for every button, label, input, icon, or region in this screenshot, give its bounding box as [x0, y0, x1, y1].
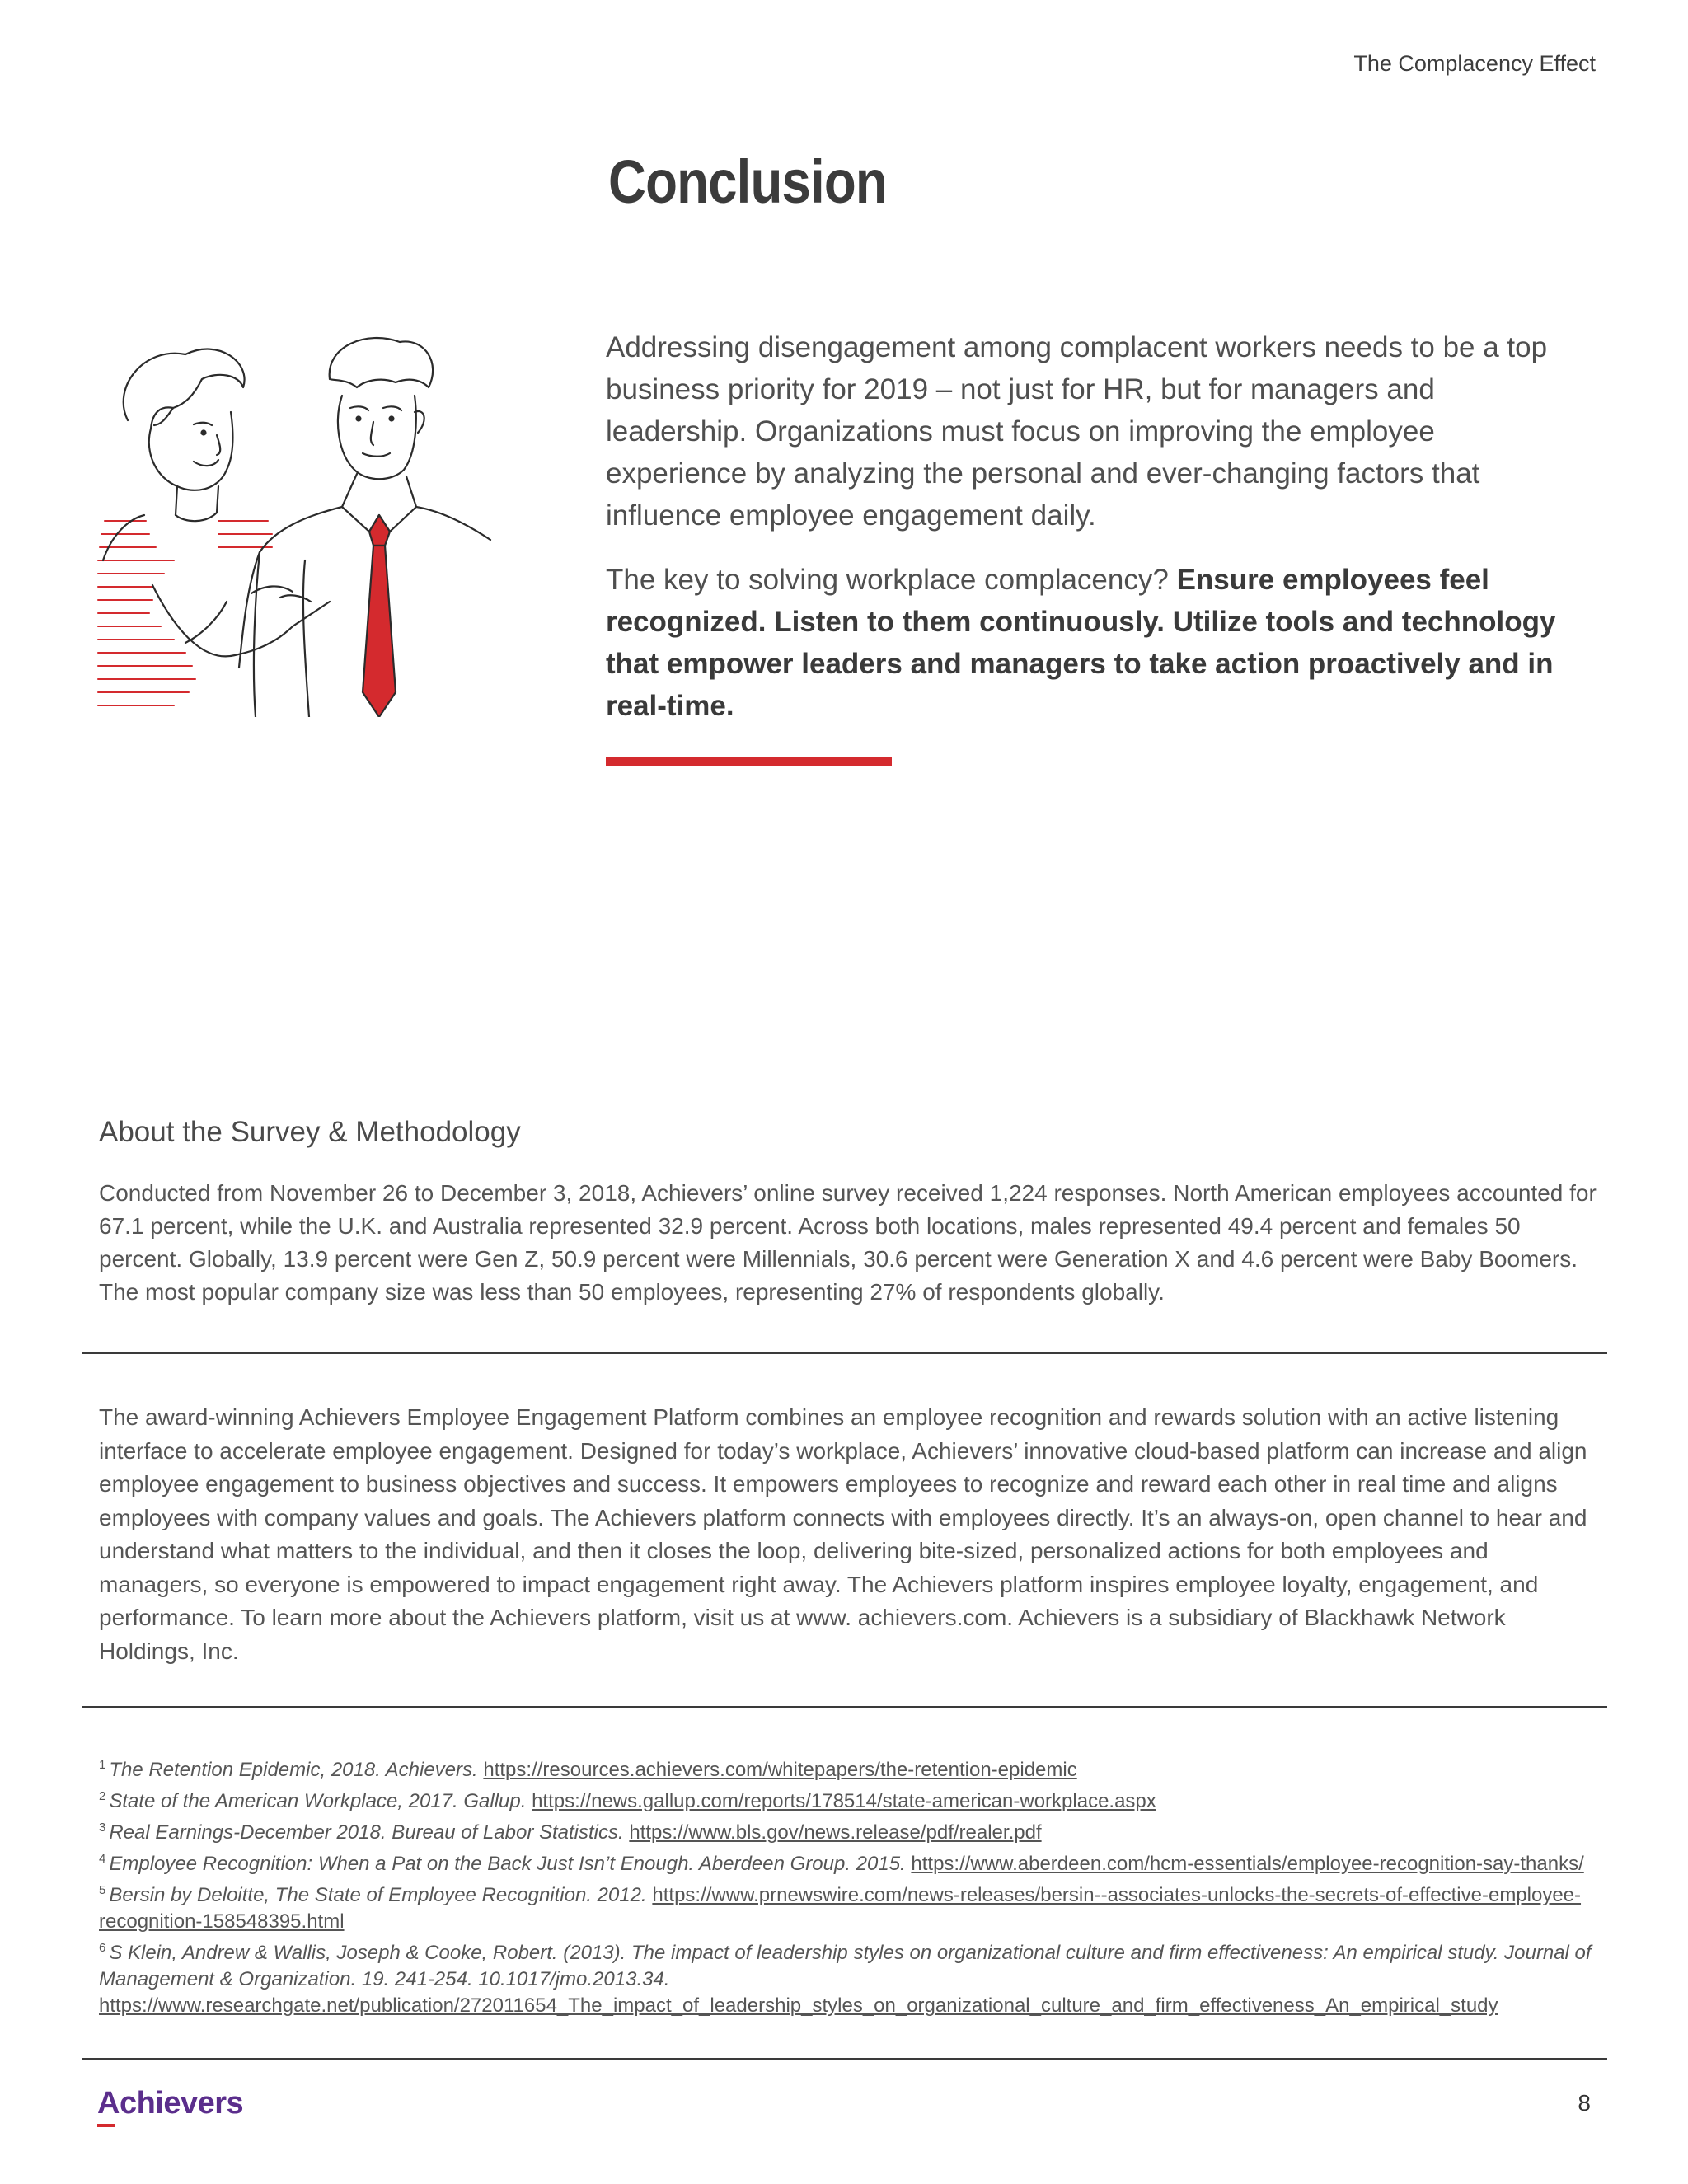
footnote-link[interactable]: https://www.prnewswire.com/news-releases/bersin--associates-unlocks-the-secrets-of-effective-employee-recognition-158548395.html: [99, 1884, 1582, 1933]
footnote-text: Real Earnings-December 2018. Bureau of Labor Statistics.: [109, 1821, 630, 1844]
red-tie: [363, 546, 396, 717]
footnote: [99, 1846, 1599, 1877]
conclusion-paragraph-1: Addressing disengagement among complacent workers needs to be a top business priority for 2019 – not just for HR, but for managers and leadership. Organizations must focus on improving the employee experience by analyzing the personal and ever-changing factors that influence employee engagement daily.: [606, 331, 1548, 532]
footnote-link[interactable]: https://www.bls.gov/news.release/pdf/realer.pdf: [629, 1821, 1042, 1844]
footnote-number: 3: [99, 1821, 106, 1835]
two-men-talking-illustration: [95, 330, 523, 717]
footnote-number: 6: [99, 1941, 106, 1955]
survey-body: Conducted from November 26 to December 3, 2018, Achievers’ online survey received 1,224 responses. North American employees accounted for 67.1 percent, while the U.K. and Australia represented 32.9 percent. Across both locations, males represented 49.4 percent and females 50 percent. Globally, 13.9 percent were Gen Z, 50.9 percent were Millennials, 30.6 percent were Generation X and 4.6 percent were Baby Boomers. The most popular company size was less than 50 employees, representing 27% of respondents globally.: [99, 1180, 1597, 1305]
tie-knot: [369, 515, 390, 546]
footnotes: [99, 1752, 1599, 2019]
footnote-text: State of the American Workplace, 2017. Gallup.: [109, 1790, 532, 1812]
footnote-text: The Retention Epidemic, 2018. Achievers.: [109, 1759, 484, 1781]
footnote-number: 5: [99, 1883, 106, 1897]
footnote: [99, 1815, 1599, 1846]
achievers-logo: Achievers: [97, 2086, 244, 2121]
survey-heading: About the Survey & Methodology: [99, 1116, 521, 1148]
footnote-text: S Klein, Andrew & Wallis, Joseph & Cooke, Robert. (2013). The impact of leadership styles on organizational culture and firm effectiveness: An empirical study. Journal of Management & Organization. 19. 241-254. 10.1017/jmo.2013.34.: [99, 1942, 1592, 1990]
footnote: [99, 1877, 1599, 1935]
footnote-link[interactable]: https://www.researchgate.net/publication/272011654_The_impact_of_leadership_styles_on_organizational_culture_and_firm_effectiveness_An_empirical_study: [99, 1994, 1498, 2017]
running-header: The Complacency Effect: [1353, 51, 1596, 76]
accent-divider: [606, 757, 892, 766]
paragraph-lead: The key to solving workplace complacency?: [606, 564, 1177, 596]
section-divider: [82, 1352, 1607, 1354]
page-number: 8: [1578, 2090, 1591, 2116]
paragraph-emphasis: Ensure employees feel recognized. Listen to them continuously. Utilize tools and technology that empower leaders and managers to take action proactively and in real-time.: [606, 564, 1556, 722]
footnote-link[interactable]: https://www.aberdeen.com/hcm-essentials/employee-recognition-say-thanks/: [911, 1853, 1584, 1875]
footnote: [99, 1752, 1599, 1783]
logo-accent: [97, 2124, 115, 2127]
footnote-number: 4: [99, 1852, 106, 1866]
conclusion-paragraph-2: [606, 559, 1578, 727]
conclusion-text: [606, 326, 1578, 749]
about-achievers-body: The award-winning Achievers Employee Engagement Platform combines an employee recognition and rewards solution with an active listening interface to accelerate employee engagement. Designed for today’s workplace, Achievers’ innovative cloud-based platform can increase and align employee engagement to business objectives and success. It empowers employees to recognize and reward each other in real time and aligns employees with company values and goals. The Achievers platform connects with employees directly. It’s an always-on, open channel to hear and understand what matters to the individual, and then it closes the loop, delivering bite-sized, personalized actions for both employees and managers, so everyone is empowered to impact engagement right away. The Achievers platform inspires employee loyalty, engagement, and performance. To learn more about the Achievers platform, visit us at www. achievers.com. Achievers is a subsidiary of Blackhawk Network Holdings, Inc.: [99, 1404, 1587, 1664]
footnote-link[interactable]: https://news.gallup.com/reports/178514/state-american-workplace.aspx: [532, 1790, 1156, 1812]
footnote: [99, 1935, 1599, 2019]
footnote-number: 1: [99, 1758, 106, 1772]
page-title: Conclusion: [608, 148, 887, 216]
section-divider: [82, 1706, 1607, 1708]
footnote-link[interactable]: https://resources.achievers.com/whitepapers/the-retention-epidemic: [483, 1759, 1077, 1781]
footnote-text: Bersin by Deloitte, The State of Employee Recognition. 2012.: [109, 1884, 653, 1906]
footnote: [99, 1783, 1599, 1815]
footnote-text: Employee Recognition: When a Pat on the Back Just Isn’t Enough. Aberdeen Group. 2015.: [109, 1853, 912, 1875]
footer-divider: [82, 2058, 1607, 2060]
footnote-number: 2: [99, 1789, 106, 1803]
